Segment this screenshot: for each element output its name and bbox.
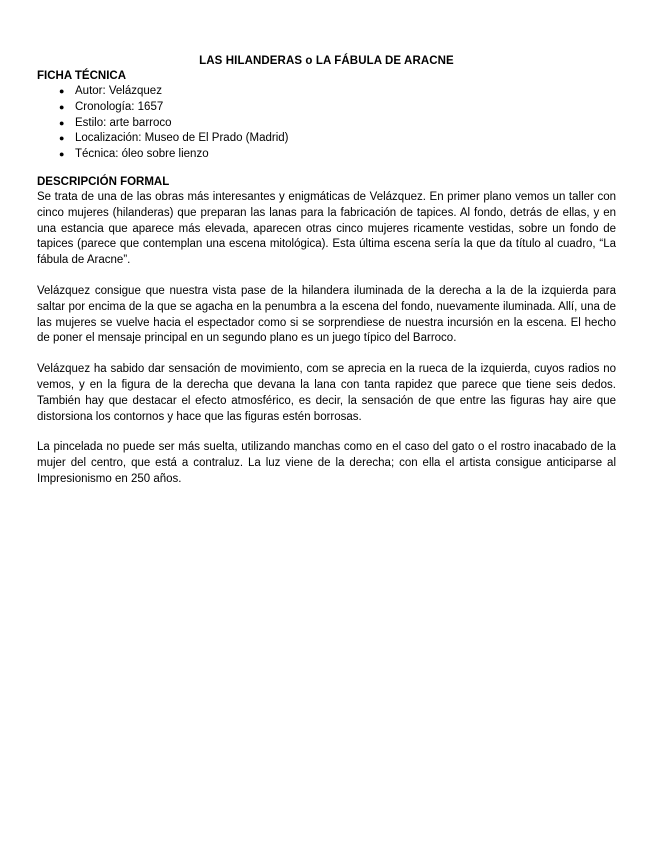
bullet-icon: ●: [59, 117, 65, 128]
bullet-icon: ●: [59, 133, 65, 144]
list-item: [37, 84, 616, 100]
paragraph-4: La pincelada no puede ser más suelta, utilizando manchas como en el caso del gato o el rostro inacabado de la mujer del centro, que está a contraluz. La luz viene de la derecha; con ella el artista consigue anticiparse al Impresionismo en 250 años.: [37, 441, 616, 485]
list-item: [37, 100, 616, 116]
list-item: [37, 131, 616, 147]
bullet-icon: ●: [59, 149, 65, 160]
list-item: [37, 116, 616, 132]
fact-text-cronologia: Cronología: 1657: [75, 100, 164, 113]
descripcion-formal-heading: DESCRIPCIÓN FORMAL: [37, 175, 170, 188]
fact-text-localizacion: Localización: Museo de El Prado (Madrid): [75, 132, 289, 145]
ficha-tecnica-heading: FICHA TÉCNICA: [37, 70, 127, 82]
fact-text-autor: Autor: Velázquez: [75, 85, 162, 97]
document-title: LAS HILANDERAS o LA FÁBULA DE ARACNE: [199, 55, 454, 67]
bullet-icon: ●: [59, 86, 65, 96]
ficha-tecnica-list: [37, 84, 616, 163]
paragraph-2: Velázquez consigue que nuestra vista pase de la hilandera iluminada de la derecha a la de la izquierda para saltar por encima de la que se agacha en la penumbra a la escena del fondo, nuevamente iluminada. Allí, una de las mujeres se vuelve hacia el espectador como si se sorprendiese de nuestra incursión en la escena. El hecho de poner el mensaje principal en un segundo plano es un juego típico del Barroco.: [37, 284, 616, 345]
list-item: [37, 147, 616, 163]
fact-text-tecnica: Técnica: óleo sobre lienzo: [75, 148, 209, 161]
document-body: [37, 54, 616, 503]
paragraph-1: Se trata de una de las obras más interesantes y enigmáticas de Velázquez. En primer plano vemos un taller con cinco mujeres (hilanderas) que preparan las lanas para la fabricación de tapices. Al fondo, detrás de ellas, y en una estancia que aparece más elevada, aparecen otras cinco mujeres ricamente vestidas, sobre un fondo de tapices (parece que contemplan una escena mitológica). Esta última escena sería la que da título al cuadro, “La fábula de Aracne”.: [37, 190, 616, 267]
bullet-icon: ●: [59, 101, 65, 112]
fact-text-estilo: Estilo: arte barroco: [75, 116, 172, 129]
paragraph-3: Velázquez ha sabido dar sensación de movimiento, com se aprecia en la rueca de la izquierda, cuyos radios no vemos, y en la figura de la derecha que devana la lana con tanta rapidez que parece que tiene seis dedos. También hay que destacar el efecto atmosférico, es decir, la sensación de que entre las figuras hay aire que distorsiona los contornos y hace que las figuras estén borrosas.: [37, 363, 616, 423]
